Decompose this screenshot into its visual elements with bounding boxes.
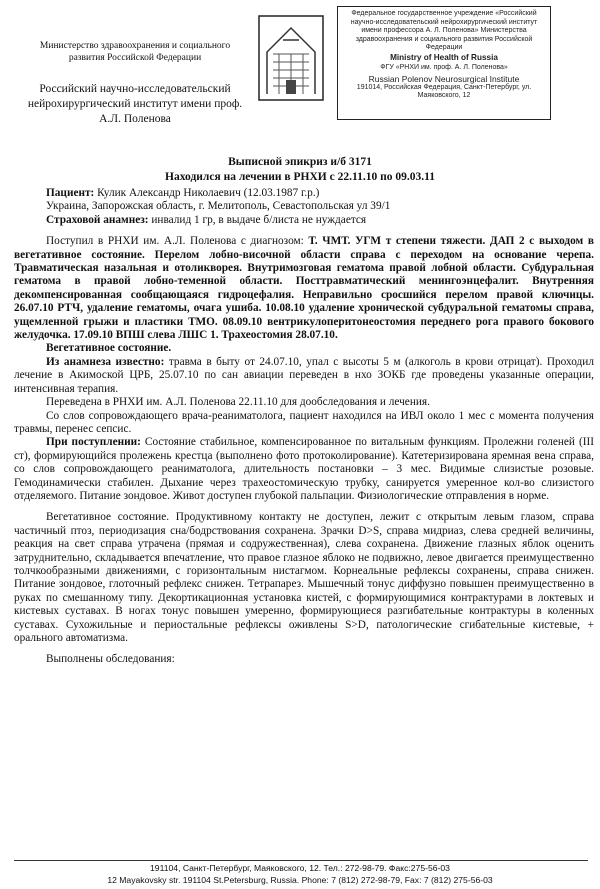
footer-address-ru: 191104, Санкт-Петербург, Маяковского, 12. Тел.: 272-98-79. Факс:275-56-03 (150, 863, 450, 873)
stamp-short-name: ФГУ «РНХИ им. проф. А. Л. Поленова» (380, 63, 508, 71)
letterhead-left (25, 40, 245, 127)
exams-heading: Выполнены обследования: (46, 653, 175, 666)
footer-address-en: 12 Mayakovsky str. 191104 St.Petersburg, Russia. Phone: 7 (812) 272-98-79, Fax: 7 (812) 275-56-03 (107, 875, 493, 885)
admission-label: При поступлении: (46, 436, 141, 449)
neuro-status-paragraph: Вегетативное состояние. Продуктивному контакту не доступен, лежит с открытым левым глазом, справа частичный птоз, периодизация сна/бодрствования сохранена. Зрачки D>S, справа мидриаз, слева средней величины, реакция на свет справа утрачена (прямая и содружественная), слева сохранена. Движение глазных яблок оценить затруднительно, складывается впечатление, что правое глазное яблоко не подвижно, левое двигается преимущественно толчкообразными движениями, с горизонтальным нистагмом. Корнеальные рефлексы сохранены, справа снижен. Питание зондовое, глоточный рефлекс снижен. Тетрапарез. Мышечный тонус диффузно повышен преимущественно в руках по смешанному типу. Декортикационная установка кистей, с формирующимися контрактурами в локтевых и кистевых суставах. В ногах тонус повышен умеренно, формирующиеся разгибательные контрактуры в коленных суставах. Сухожильные и периостальные рефлексы оживлены S>D, патологические сгибательные кистевые, + орального автоматизма. (14, 511, 594, 644)
document-body (14, 187, 594, 667)
stamp-text-en: Ministry of Health of Russia (390, 52, 498, 62)
anamnesis-paragraph (14, 356, 594, 396)
patient-value: Кулик Александр Николаевич (12.03.1987 г.р.) (94, 187, 320, 199)
insurance-label: Страховой анамнез: (46, 213, 149, 226)
patient-line (14, 187, 594, 200)
admission-intro: Поступил в РНХИ им. А.Л. Поленова с диагнозом: (46, 235, 309, 248)
transfer-paragraph: Переведена в РНХИ им. А.Л. Поленова 22.11.10 для дообследования и лечения. (46, 396, 430, 409)
diagnosis-text: Т. ЧМТ. УГМ т степени тяжести. ДАП 2 с выходом в вегетативное состояние. Перелом лобно-височной области справа с переходом на основание черепа. Травматическая назальная и отоликворея. Внутримозговая гематома правой лобной области. Субдуральная гематома в правой лобно-теменной области. Посттравматический менингоэнцефалит. Внутренняя декомпенсированная сообщающаяся гидроцефалия. Неправильно сросшийся перелом правой ключицы. 26.07.10 РТЧ, удаление гематомы, очага ушиба. 10.08.10 удаление хронической субдуральной гематомы справа, ущемленной грыжи и пластики ТМО. 08.09.10 вентрикулоперитонеостомия переднего рога правого бокового желудочка. 17.09.10 ВПШ слева ЛШС 1. Трахеостомия 28.07.10. (14, 235, 594, 342)
patient-label: Пациент: (46, 187, 95, 199)
anamnesis-text: травма в быту от 24.07.10, упал с высоты 5 м (алкоголь в крови отрицат). Проходил лечение в Акимоской ЦРБ, 25.07.10 по сан авиации переведен в нхо ЗОКБ где проведены указанные операции, интенсивная терапия. (14, 355, 594, 395)
document-subtitle: Находился на лечении в РНХИ с 22.11.10 по 09.03.11 (165, 171, 435, 183)
stamp-address: 191014, Российская Федерация, Санкт-Петербург, ул. Маяковского, 12 (356, 83, 532, 100)
institution-stamp (337, 6, 551, 120)
building-emblem-icon (257, 14, 325, 102)
institute-name: Российский научно-исследовательский нейрохирургический институт имени проф. А.Л. Поленова (27, 83, 243, 125)
anamnesis-label: Из анамнеза известно: (46, 355, 165, 368)
escort-paragraph: Со слов сопровождающего врача-реаниматолога, пациент находился на ИВЛ около 1 мес с момента получения травмы, перенес сепсис. (14, 409, 594, 435)
patient-address: Украина, Запорожская область, г. Мелитополь, Севастопольская ул 39/1 (46, 200, 391, 213)
ministry-name: Министерство здравоохранения и социального развития Российской Федерации (39, 41, 231, 63)
diagnosis-paragraph (14, 235, 594, 342)
admission-text: Состояние стабильное, компенсированное по витальным функциям. Пролежни голеней (III ст), формирующийся пролежень крестца (выполнено фото протоколирование). Катетеризирована яремная вена справа, со слов сопровождающего реаниматолога, длительность постановки – 3 мес. Видимые слизистые розовые. Гемодинамически стабилен. Дыхание через трахеостомическую трубку, санируется умеренное кол-во слизистого отделяемого. Питание зондовое. Живот доступен глубокой пальпации. Физиологические отправления в норме. (14, 436, 594, 502)
insurance-value: инвалид 1 гр, в выдаче б/листа не нуждается (148, 213, 367, 226)
vegetative-state-text: Вегетативное состояние. (46, 342, 172, 355)
document-title: Выписной эпикриз и/б 3171 (228, 156, 372, 168)
insurance-line (14, 214, 594, 227)
admission-paragraph (14, 436, 594, 503)
vegetative-state (14, 342, 594, 355)
footer-divider (14, 860, 588, 861)
stamp-text-ru: Федеральное государственное учреждение «Российский научно-исследовательский нейрохирургический институт имени профессора А. Л. Поленова» Министерства здравоохранения и социального развития Российской Федерации (350, 10, 538, 52)
stamp-institute-en: Russian Polenov Neurosurgical Institute (368, 74, 520, 85)
